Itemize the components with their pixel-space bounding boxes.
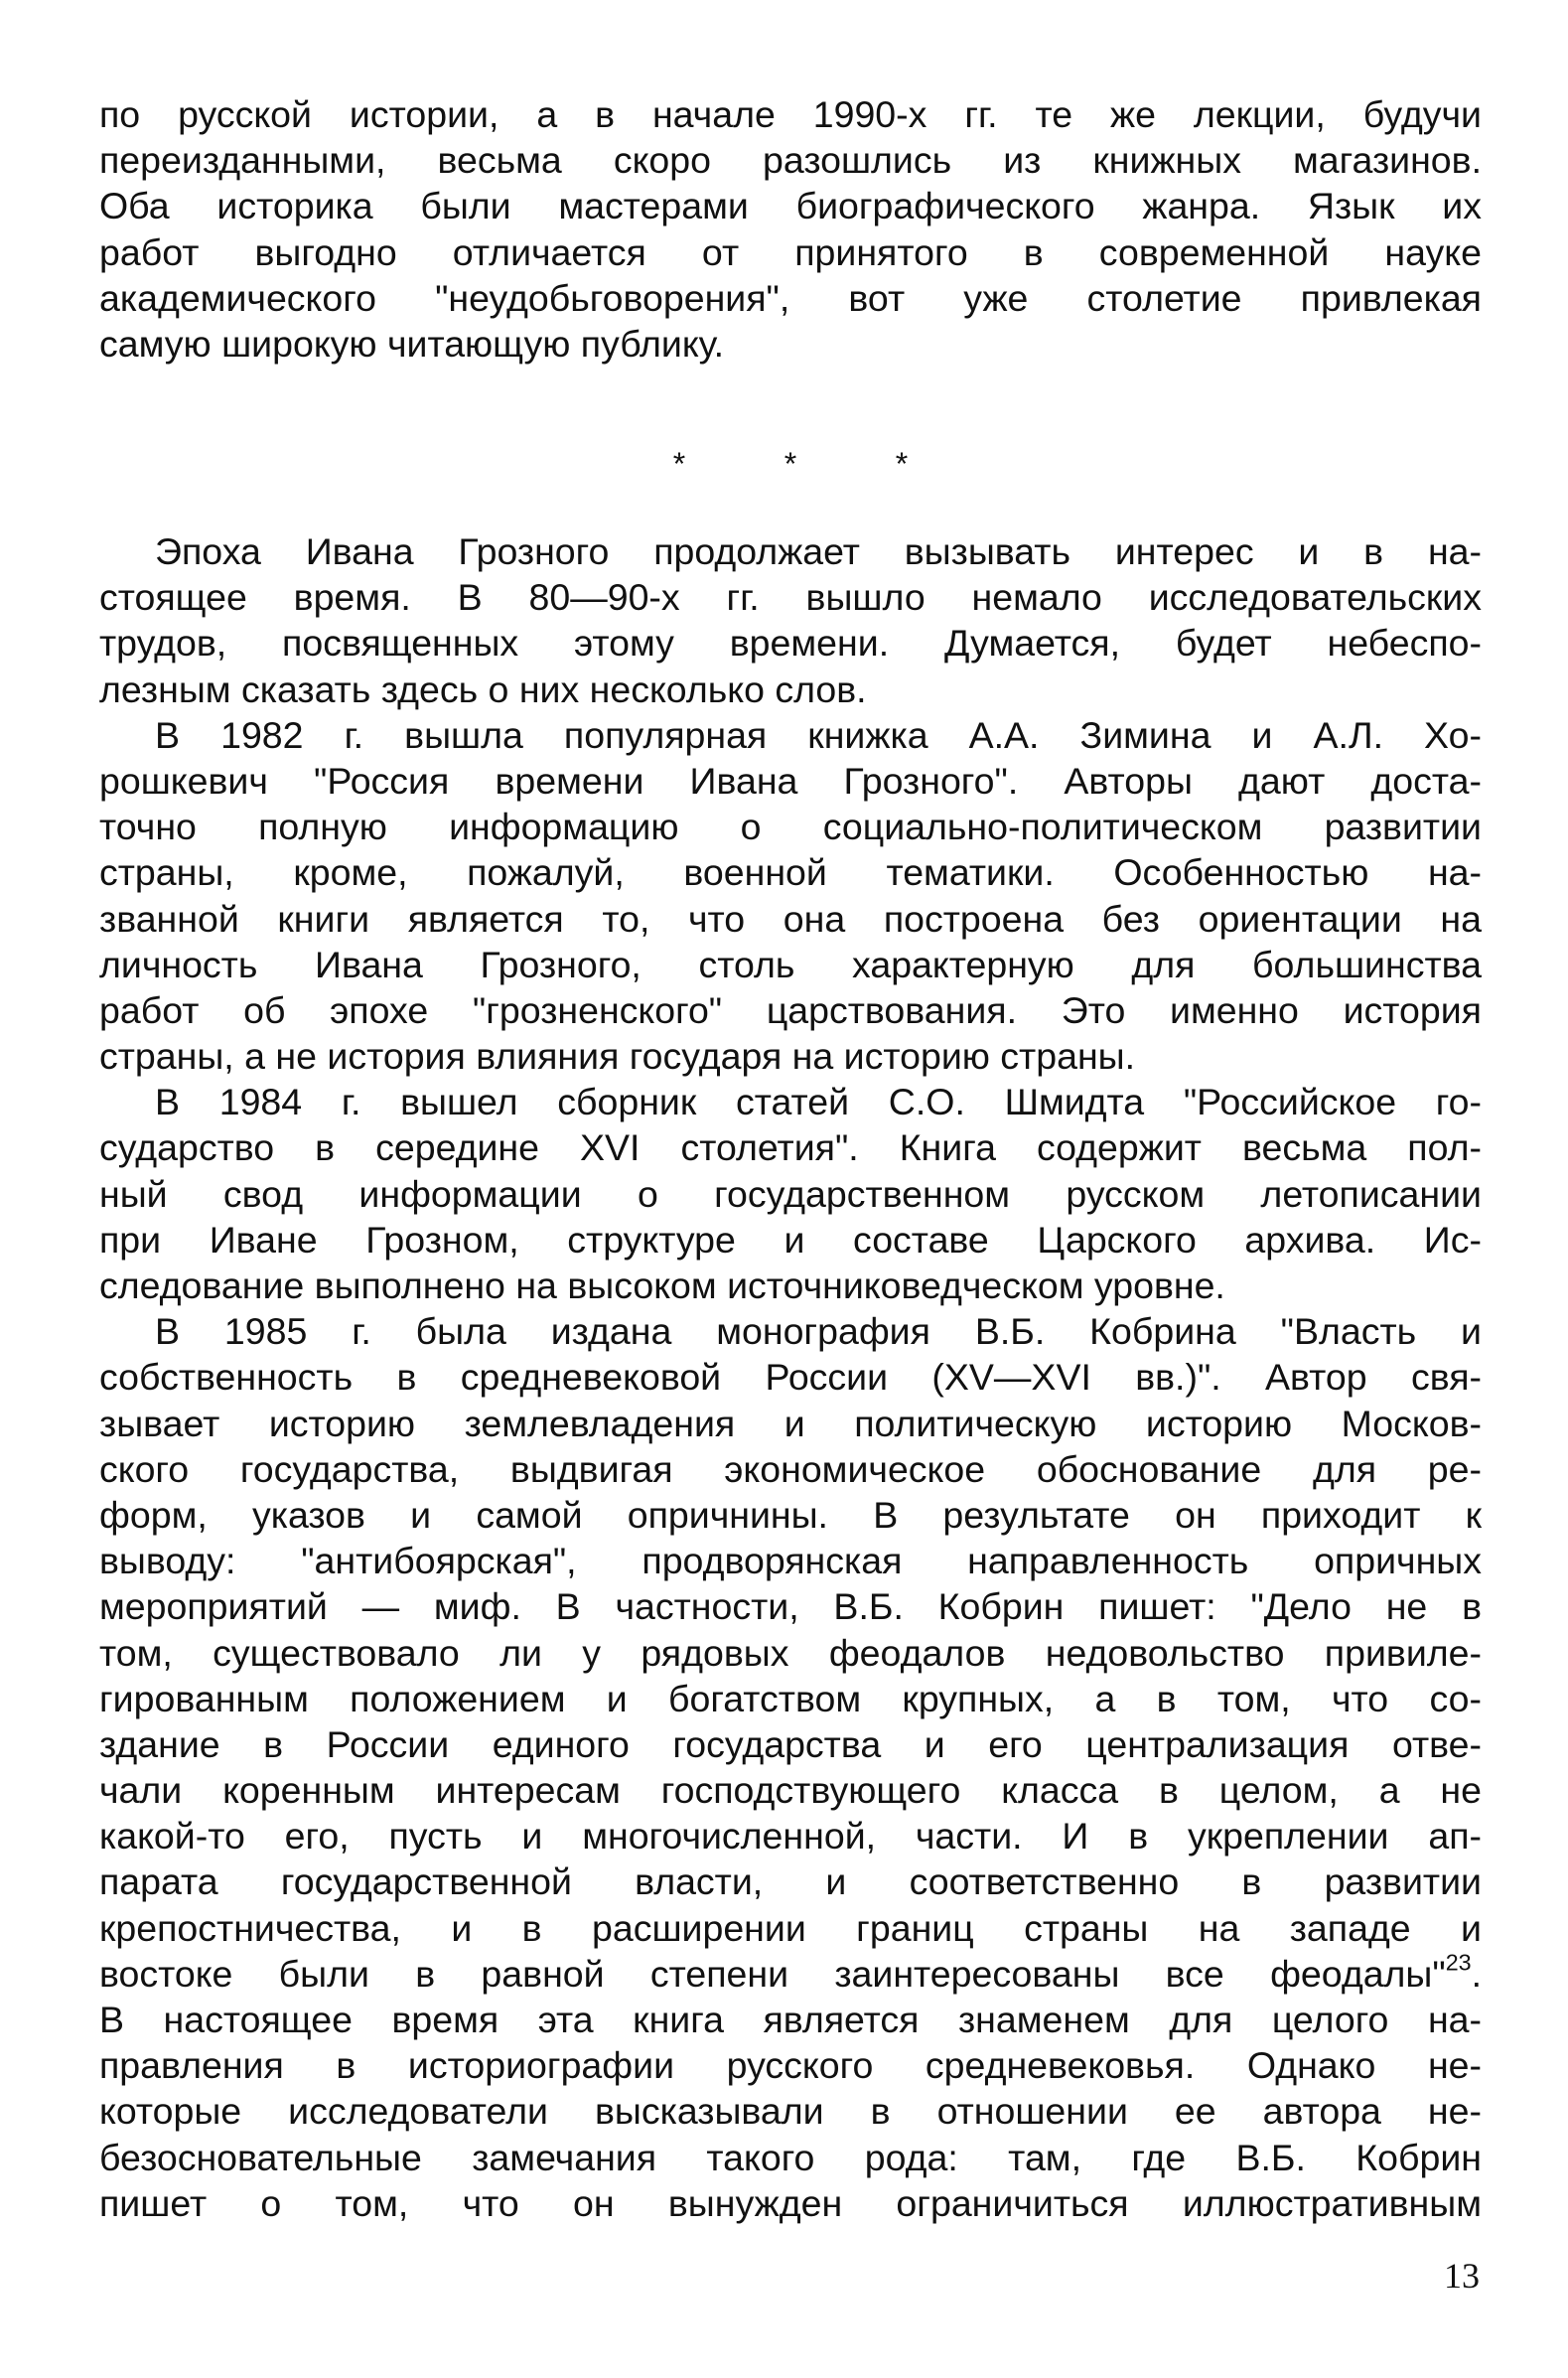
text-line: по русской истории, а в начале 1990-х гг. те же лекции, будучи	[99, 93, 1482, 135]
text-line: страны, а не история влияния государя на историю страны.	[99, 1035, 1136, 1078]
text-line: стоящее время. В 80—90-х гг. вышло немало исследовательских	[99, 576, 1482, 619]
text-line: самую широкую читающую публику.	[99, 322, 725, 365]
text-line: здание в России единого государства и его централизация отве-	[99, 1722, 1482, 1765]
text-line: рошкевич "Россия времени Ивана Грозного". Авторы дают доста-	[99, 759, 1482, 802]
text-line: следование выполнено на высоком источниковедческом уровне.	[99, 1264, 1225, 1306]
text-line: зывает историю землевладения и политическую историю Москов-	[99, 1402, 1482, 1444]
text-line: при Иване Грозном, структуре и составе Царского архива. Ис-	[99, 1218, 1482, 1261]
text-line: Эпоха Ивана Грозного продолжает вызывать интерес и в на-	[155, 530, 1482, 572]
text-line: которые исследователи высказывали в отношении ее автора не-	[99, 2090, 1482, 2133]
text-line: В 1982 г. вышла популярная книжка А.А. Зимина и А.Л. Хо-	[155, 713, 1482, 756]
text-line: мероприятий — миф. В частности, В.Б. Кобрин пишет: "Дело не в	[99, 1585, 1482, 1628]
text-line: лезным сказать здесь о них несколько слов.	[99, 668, 867, 710]
text-line: ского государства, выдвигая экономическое обоснование для ре-	[99, 1447, 1482, 1490]
text-line: Оба историка были мастерами биографического жанра. Язык их	[99, 185, 1482, 227]
text-line: гированным положением и богатством крупных, а в том, что со-	[99, 1677, 1482, 1719]
text-line: званной книги является то, что она построена без ориентации на	[99, 897, 1482, 940]
text-line: собственность в средневековой России (XV—XVI вв.)". Автор свя-	[99, 1356, 1482, 1399]
page-number: 13	[1444, 2256, 1480, 2296]
text-line: работ выгодно отличается от принятого в современной науке	[99, 230, 1482, 273]
text-line: В 1985 г. была издана монография В.Б. Кобрина "Власть и	[155, 1310, 1482, 1353]
text-line: пишет о том, что он вынужден ограничиться иллюстративным	[99, 2181, 1482, 2224]
section-separator	[99, 441, 1482, 487]
text-line: форм, указов и самой опричнины. В результате он приходит к	[99, 1493, 1482, 1536]
asterisk-mark: *	[895, 446, 909, 482]
footnote-reference: 23	[1445, 1949, 1472, 1976]
text-line: том, существовало ли у рядовых феодалов недовольство привиле-	[99, 1631, 1482, 1674]
footnote-tail: .	[1471, 1952, 1482, 1995]
asterisk-mark: *	[672, 446, 686, 482]
text-line: переизданными, весьма скоро разошлись из книжных магазинов.	[99, 139, 1482, 182]
text-line: безосновательные замечания такого рода: там, где В.Б. Кобрин	[99, 2136, 1482, 2178]
text-line: правления в историографии русского средневековья. Однако не-	[99, 2044, 1482, 2087]
text-line: академического "неудобьговорения", вот уже столетие привлекая	[99, 276, 1482, 319]
text-line: ный свод информации о государственном русском летописании	[99, 1172, 1482, 1215]
text-line-with-footnote	[99, 1951, 1482, 1997]
text-line: выводу: "антибоярская", продворянская направленность опричных	[99, 1540, 1482, 1582]
text-line: В настоящее время эта книга является знаменем для целого на-	[99, 1999, 1482, 2040]
text-line: трудов, посвященных этому времени. Думается, будет небеспо-	[99, 622, 1482, 665]
text-line: востоке были в равной степени заинтересованы все феодалы"	[99, 1952, 1446, 1995]
text-line: В 1984 г. вышел сборник статей С.О. Шмидта "Российское го-	[155, 1081, 1482, 1123]
top-paragraph	[99, 91, 1482, 367]
text-line: работ об эпохе "грозненского" царствования. Это именно история	[99, 988, 1482, 1031]
text-line: какой-то его, пусть и многочисленной, части. И в укреплении ап-	[99, 1815, 1482, 1858]
text-line: парата государственной власти, и соответственно в развитии	[99, 1860, 1482, 1903]
text-line: точно полную информацию о социально-политическом развитии	[99, 806, 1482, 848]
text-line: сударство в середине XVI столетия". Книга содержит весьма пол-	[99, 1126, 1482, 1169]
text-line: страны, кроме, пожалуй, военной тематики. Особенностью на-	[99, 851, 1482, 894]
asterisk-mark: *	[784, 446, 797, 482]
text-line: крепостничества, и в расширении границ страны на западе и	[99, 1906, 1482, 1949]
main-text	[99, 528, 1482, 2226]
text-line: чали коренным интересам господствующего класса в целом, а не	[99, 1769, 1482, 1812]
text-line: личность Ивана Грозного, столь характерную для большинства	[99, 943, 1482, 985]
